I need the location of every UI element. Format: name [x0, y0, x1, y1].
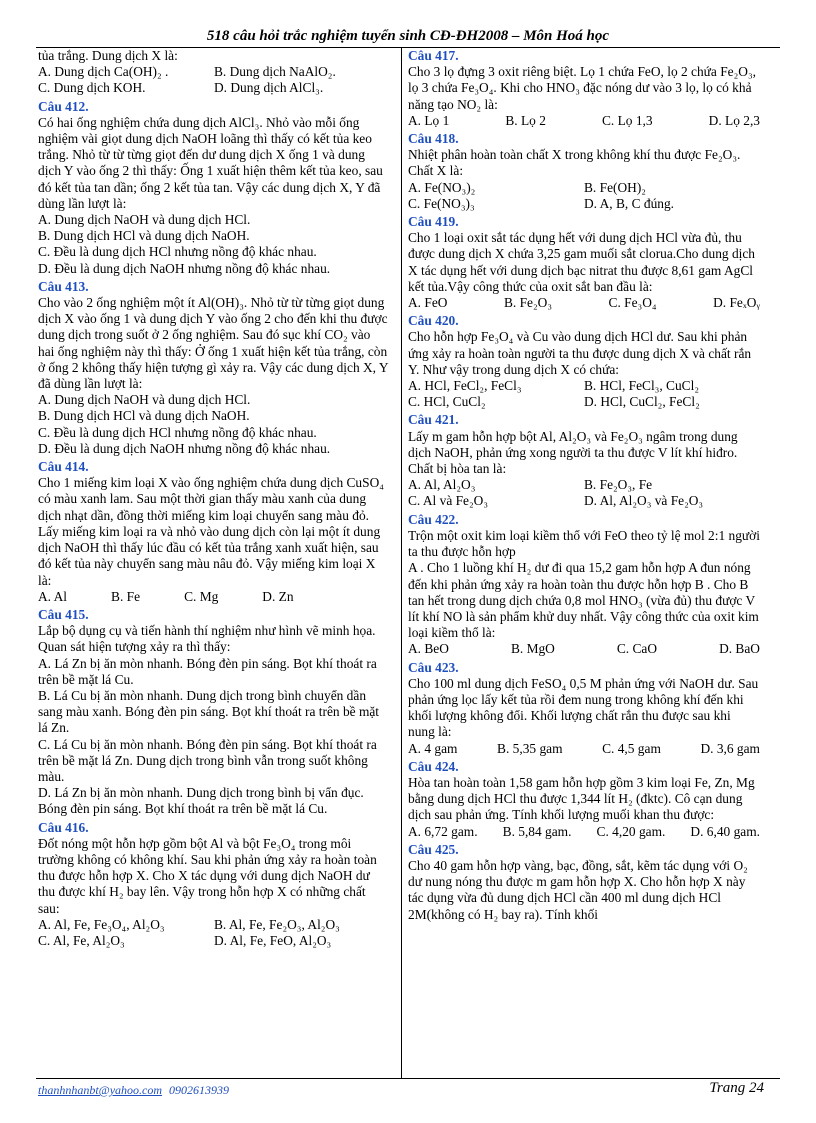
- option-c: C. Fe(NO₃)₃: [408, 195, 475, 211]
- question-425: [408, 842, 760, 923]
- footer-contact: [38, 1083, 229, 1098]
- option-b: B. HCl, FeCl₃, CuCl₂: [584, 378, 699, 394]
- option-b: B. Dung dịch HCl và dung dịch NaOH.: [38, 408, 250, 424]
- options: [408, 295, 760, 311]
- question-text: Cho 3 lọ đựng 3 oxit riêng biệt. Lọ 1 chứa FeO, lọ 2 chứa Fe₂O₃, lọ 3 chứa Fe₃O₄. Khi cho HNO₃ đặc nóng dư vào 3 lọ, lọ có khả năng tạo NO₂ là:: [408, 64, 756, 112]
- question-label: Câu 422.: [408, 511, 459, 527]
- option-a: A. Al, Fe, Fe₃O₄, Al₂O₃: [38, 916, 165, 932]
- option-a: A. Dung dịch NaOH và dung dịch HCl.: [38, 212, 251, 228]
- footer-email[interactable]: thanhnhanbt@yahoo.com: [38, 1083, 163, 1097]
- option-b: B. Al, Fe, Fe₂O₃, Al₂O₃: [214, 916, 340, 932]
- option-a: A. Al: [38, 588, 68, 604]
- question-416: [38, 820, 390, 950]
- option-c: C. Dung dịch KOH.: [38, 80, 146, 96]
- option-c: C. Al và Fe₂O₃: [408, 493, 489, 509]
- option-a: A. Lọ 1: [408, 112, 450, 128]
- question-label: Câu 418.: [408, 131, 459, 147]
- option-c: C. Lá Cu bị ăn mòn nhanh. Bóng đèn pin sáng. Bọt khí thoát ra trên bề mặt lá Zn. Dung dịch trong bình vẫn trong suốt không màu.: [38, 736, 377, 784]
- option-c: C. Mg: [184, 588, 219, 604]
- option-b: B. Dung dịch HCl và dung dịch NaOH.: [38, 228, 250, 244]
- footer-phone: 0902613939: [169, 1083, 230, 1097]
- option-a: A. 6,72 gam.: [408, 823, 478, 839]
- option-c: C. Đều là dung dịch HCl nhưng nồng độ khác nhau.: [38, 244, 317, 260]
- question-label: Câu 425.: [408, 841, 459, 857]
- option-d: D. Zn: [262, 588, 294, 604]
- question-421: [408, 412, 760, 509]
- option-a: A. Dung dịch NaOH và dung dịch HCl.: [38, 392, 251, 408]
- question-text: Cho 1 miếng kim loại X vào ống nghiệm chứa dung dịch CuSO₄ có màu xanh lam. Sau một thời gian thấy màu xanh của dung dịch nhạt dần, đồng thời miếng kim loại chuyển sang màu đỏ. Lấy miếng kim loại ra và nhỏ vào dung dịch còn lại một ít dung dịch NaOH thì thấy lúc đầu có kết tủa trắng xanh xuất hiện, sau đó kết tủa này chuyển sang màu nâu đỏ. Vậy miếng kim loại X là:: [38, 475, 384, 588]
- option-c: C. 4,20 gam.: [596, 823, 666, 839]
- option-d: D. Đều là dung dịch NaOH nhưng nồng độ khác nhau.: [38, 260, 331, 276]
- option-d: D. Lọ 2,3: [708, 112, 760, 128]
- question-text: Hòa tan hoàn toàn 1,58 gam hỗn hợp gồm 3 kim loại Fe, Zn, Mg bằng dung dịch HCl thu được 1,344 lít H₂ (đktc). Cô cạn dung dịch sau phản ứng. Tính khối lượng muối khan thu được:: [408, 774, 755, 823]
- option-c: C. Đều là dung dịch HCl nhưng nồng độ khác nhau.: [38, 424, 317, 440]
- right-column: [408, 48, 760, 923]
- option-a: A. Fe(NO₃)₂: [408, 179, 476, 195]
- option-d: D. 6,40 gam.: [690, 823, 760, 839]
- option-a: A. Al, Al₂O₃: [408, 477, 476, 493]
- option-d: D. HCl, CuCl₂, FeCl₂: [584, 394, 700, 410]
- option-d: D. Đều là dung dịch NaOH nhưng nồng độ khác nhau.: [38, 440, 331, 456]
- option-b: B. MgO: [510, 641, 555, 657]
- page-number: Trang 24: [709, 1080, 764, 1096]
- question-label: Câu 423.: [408, 659, 459, 675]
- option-b: B. 5,35 gam: [497, 740, 563, 756]
- option-c: C. Al, Fe, Al₂O₃: [38, 932, 125, 948]
- question-label: Câu 416.: [38, 819, 89, 835]
- option-d: D. Dung dịch AlCl₃.: [214, 80, 324, 96]
- option-c: C. HCl, CuCl₂: [408, 394, 486, 410]
- option-a: A. FeO: [408, 295, 448, 311]
- question-text: Cho 1 loại oxit sắt tác dụng hết với dung dịch HCl vừa đủ, thu được dung dịch X chứa 3,25 gam muối sắt clorua.Cho dung dịch X tác dụng hết với dung dịch bạc nitrat thu được 8,61 gam AgCl kết tủa.Vậy công thức của oxit sắt ban đầu là:: [408, 230, 755, 294]
- option-d: D. BaO: [719, 641, 760, 657]
- options: [408, 378, 760, 410]
- question-text: Có hai ống nghiệm chứa dung dịch AlCl₃. Nhỏ vào mỗi ống nghiệm vài giọt dung dịch NaOH loãng thì thấy có kết tủa keo trắng. Nhỏ từ từ từng giọt đến dư dung dịch X ống 1 và dung dịch Y vào ống 2 thì thấy: Ống 1 xuất hiện thêm kết tủa keo, sau đó kết tủa tan dần; ống 2 kết tủa tan. Vậy các dung dịch X, Y đã dùng lần lượt là:: [38, 114, 383, 211]
- question-text: Cho 100 ml dung dịch FeSO₄ 0,5 M phản ứng với NaOH dư. Sau phản ứng lọc lấy kết tủa rồi đem nung trong không khí đến khi khối lượng không đổi. Khối lượng chất rắn thu được sau khi nung là:: [408, 675, 759, 740]
- left-column: [38, 48, 390, 949]
- options: [408, 477, 760, 509]
- question-label: Câu 421.: [408, 412, 459, 428]
- question-text: Nhiệt phân hoàn toàn chất X trong không khí thu được Fe₂O₃. Chất X là:: [408, 147, 741, 179]
- options: [38, 589, 390, 605]
- option-a: A. HCl, FeCl₂, FeCl₃: [408, 378, 522, 394]
- options: [408, 113, 760, 129]
- question-label: Câu 419.: [408, 214, 459, 230]
- question-label: Câu 412.: [38, 98, 89, 114]
- footer-divider: [36, 1078, 780, 1079]
- option-b: B. Fe(OH)₂: [584, 179, 646, 195]
- options: [38, 917, 390, 949]
- options: [38, 212, 390, 277]
- question-text: Đốt nóng một hỗn hợp gồm bột Al và bột Fe₃O₄ trong môi trường không có không khí. Sau khi phản ứng xảy ra hoàn toàn thu được hỗn hợp X. Cho X tác dụng với dung dịch NaOH dư thu được khí H₂ bay lên. Vậy trong hỗn hợp X có những chất sau:: [38, 835, 377, 916]
- question-label: Câu 417.: [408, 48, 459, 63]
- option-b: B. Fe₂O₃, Fe: [584, 477, 653, 493]
- option-d: D. FeₓOᵧ: [713, 295, 760, 311]
- option-b: B. 5,84 gam.: [502, 823, 572, 839]
- question-text: Cho 40 gam hỗn hợp vàng, bạc, đồng, sắt, kẽm tác dụng với O₂ dư nung nóng thu được m gam hỗn hợp X. Cho hỗn hợp X này tác dụng vừa đủ dung dịch HCl cần 400 ml dung dịch HCl 2M(không có H₂ bay ra). Tính khối: [408, 857, 748, 922]
- option-b: B. Lọ 2: [505, 112, 546, 128]
- option-a: A. BeO: [408, 641, 449, 657]
- option-a: A. Lá Zn bị ăn mòn nhanh. Bóng đèn pin sáng. Bọt khí thoát ra trên bề mặt lá Cu.: [38, 655, 377, 687]
- question-422: [408, 512, 760, 658]
- option-d: D. Lá Zn bị ăn mòn nhanh. Dung dịch trong bình bị vẩn đục. Bóng đèn pin sáng. Bọt khí thoát ra trên bề mặt lá Cu.: [38, 785, 364, 817]
- option-b: B. Dung dịch NaAlO₂.: [214, 64, 336, 80]
- question-text: Lắp bộ dụng cụ và tiến hành thí nghiệm như hình vẽ minh họa. Quan sát hiện tượng xảy ra thì thấy:: [38, 623, 376, 655]
- column-divider: [401, 47, 402, 1078]
- option-d: D. Al, Al₂O₃ và Fe₂O₃: [584, 493, 704, 509]
- question-418: [408, 131, 760, 212]
- option-d: D. 3,6 gam: [700, 740, 760, 756]
- option-a: A. 4 gam: [408, 740, 458, 756]
- option-d: D. Al, Fe, FeO, Al₂O₃: [214, 932, 332, 948]
- question-label: Câu 424.: [408, 758, 459, 774]
- question-417: [408, 48, 760, 129]
- question-text: tủa trắng. Dung dịch X là:: [38, 48, 178, 63]
- option-c: C. CaO: [616, 641, 658, 657]
- question-419: [408, 214, 760, 311]
- option-b: B. Fe₂O₃: [503, 295, 552, 311]
- question-text: Trộn một oxit kim loại kiềm thổ với FeO theo tỷ lệ mol 2:1 người ta thu được hỗn hợp A . Cho 1 luồng khí H₂ dư đi qua 15,2 gam hỗn hợp A đun nóng đến khi phản ứng xảy ra hoàn toàn thu được hỗn hợp B . Cho B tan hết trong dung dịch chứa 0,8 mol HNO₃ (vừa đủ) thu được V lít khí NO là sản phẩm khử duy nhất. Vậy công thức của oxit kim loại kiềm thổ là:: [408, 527, 760, 641]
- question-423: [408, 660, 760, 757]
- question-text: Cho hỗn hợp Fe₃O₄ và Cu vào dung dịch HCl dư. Sau khi phản ứng xảy ra hoàn toàn người ta thu được dung dịch X và chất rắn Y. Như vậy trong dung dịch X có chứa:: [408, 329, 752, 377]
- question-412: [38, 99, 390, 277]
- question-424: [408, 759, 760, 840]
- option-a: A. Dung dịch Ca(OH)₂ .: [38, 64, 169, 80]
- options: [38, 64, 390, 96]
- question-413: [38, 279, 390, 457]
- options: [38, 656, 390, 818]
- question-420: [408, 313, 760, 410]
- question-label: Câu 415.: [38, 606, 89, 622]
- question-415: [38, 607, 390, 818]
- options: [38, 392, 390, 457]
- question-label: Câu 413.: [38, 278, 89, 294]
- option-c: C. Lọ 1,3: [602, 112, 653, 128]
- question-label: Câu 414.: [38, 459, 89, 475]
- option-b: B. Fe: [111, 588, 141, 604]
- option-d: D. A, B, C đúng.: [584, 195, 675, 211]
- options: [408, 741, 760, 757]
- question-label: Câu 420.: [408, 313, 459, 329]
- question-411: [38, 48, 390, 97]
- question-text: Cho vào 2 ống nghiệm một ít Al(OH)₃. Nhỏ từ từ từng giọt dung dịch X vào ống 1 và dung dịch Y vào ống 2 cho đến khi thu được dung dịch trong suốt ở 2 ống nghiệm. Sau đó sục khí CO₂ vào hai ống nghiệm này thì thấy: Ở ống 1 xuất hiện kết tủa trắng, còn ở ống 2 không thấy hiện tượng gì xảy ra. Vậy các dung dịch X, Y đã dùng lần lượt là:: [38, 295, 389, 392]
- options: [408, 180, 760, 212]
- options: [408, 824, 760, 840]
- option-b: B. Lá Cu bị ăn mòn nhanh. Dung dịch trong bình chuyển dần sang màu xanh. Bóng đèn pin sáng. Bọt khí thoát ra trên bề mặt lá Zn.: [38, 687, 380, 736]
- option-c: C. Fe₃O₄: [608, 295, 657, 311]
- option-c: C. 4,5 gam: [602, 740, 661, 756]
- page-header-title: 518 câu hỏi trắc nghiệm tuyển sinh CĐ-ĐH2008 – Môn Hoá học: [206, 28, 610, 44]
- question-text: Lấy m gam hỗn hợp bột Al, Al₂O₃ và Fe₂O₃ ngâm trong dung dịch NaOH, phản ứng xong người ta thu được V lít khí hiđro. Chất bị hòa tan là:: [408, 428, 738, 477]
- question-414: [38, 459, 390, 605]
- options: [408, 641, 760, 657]
